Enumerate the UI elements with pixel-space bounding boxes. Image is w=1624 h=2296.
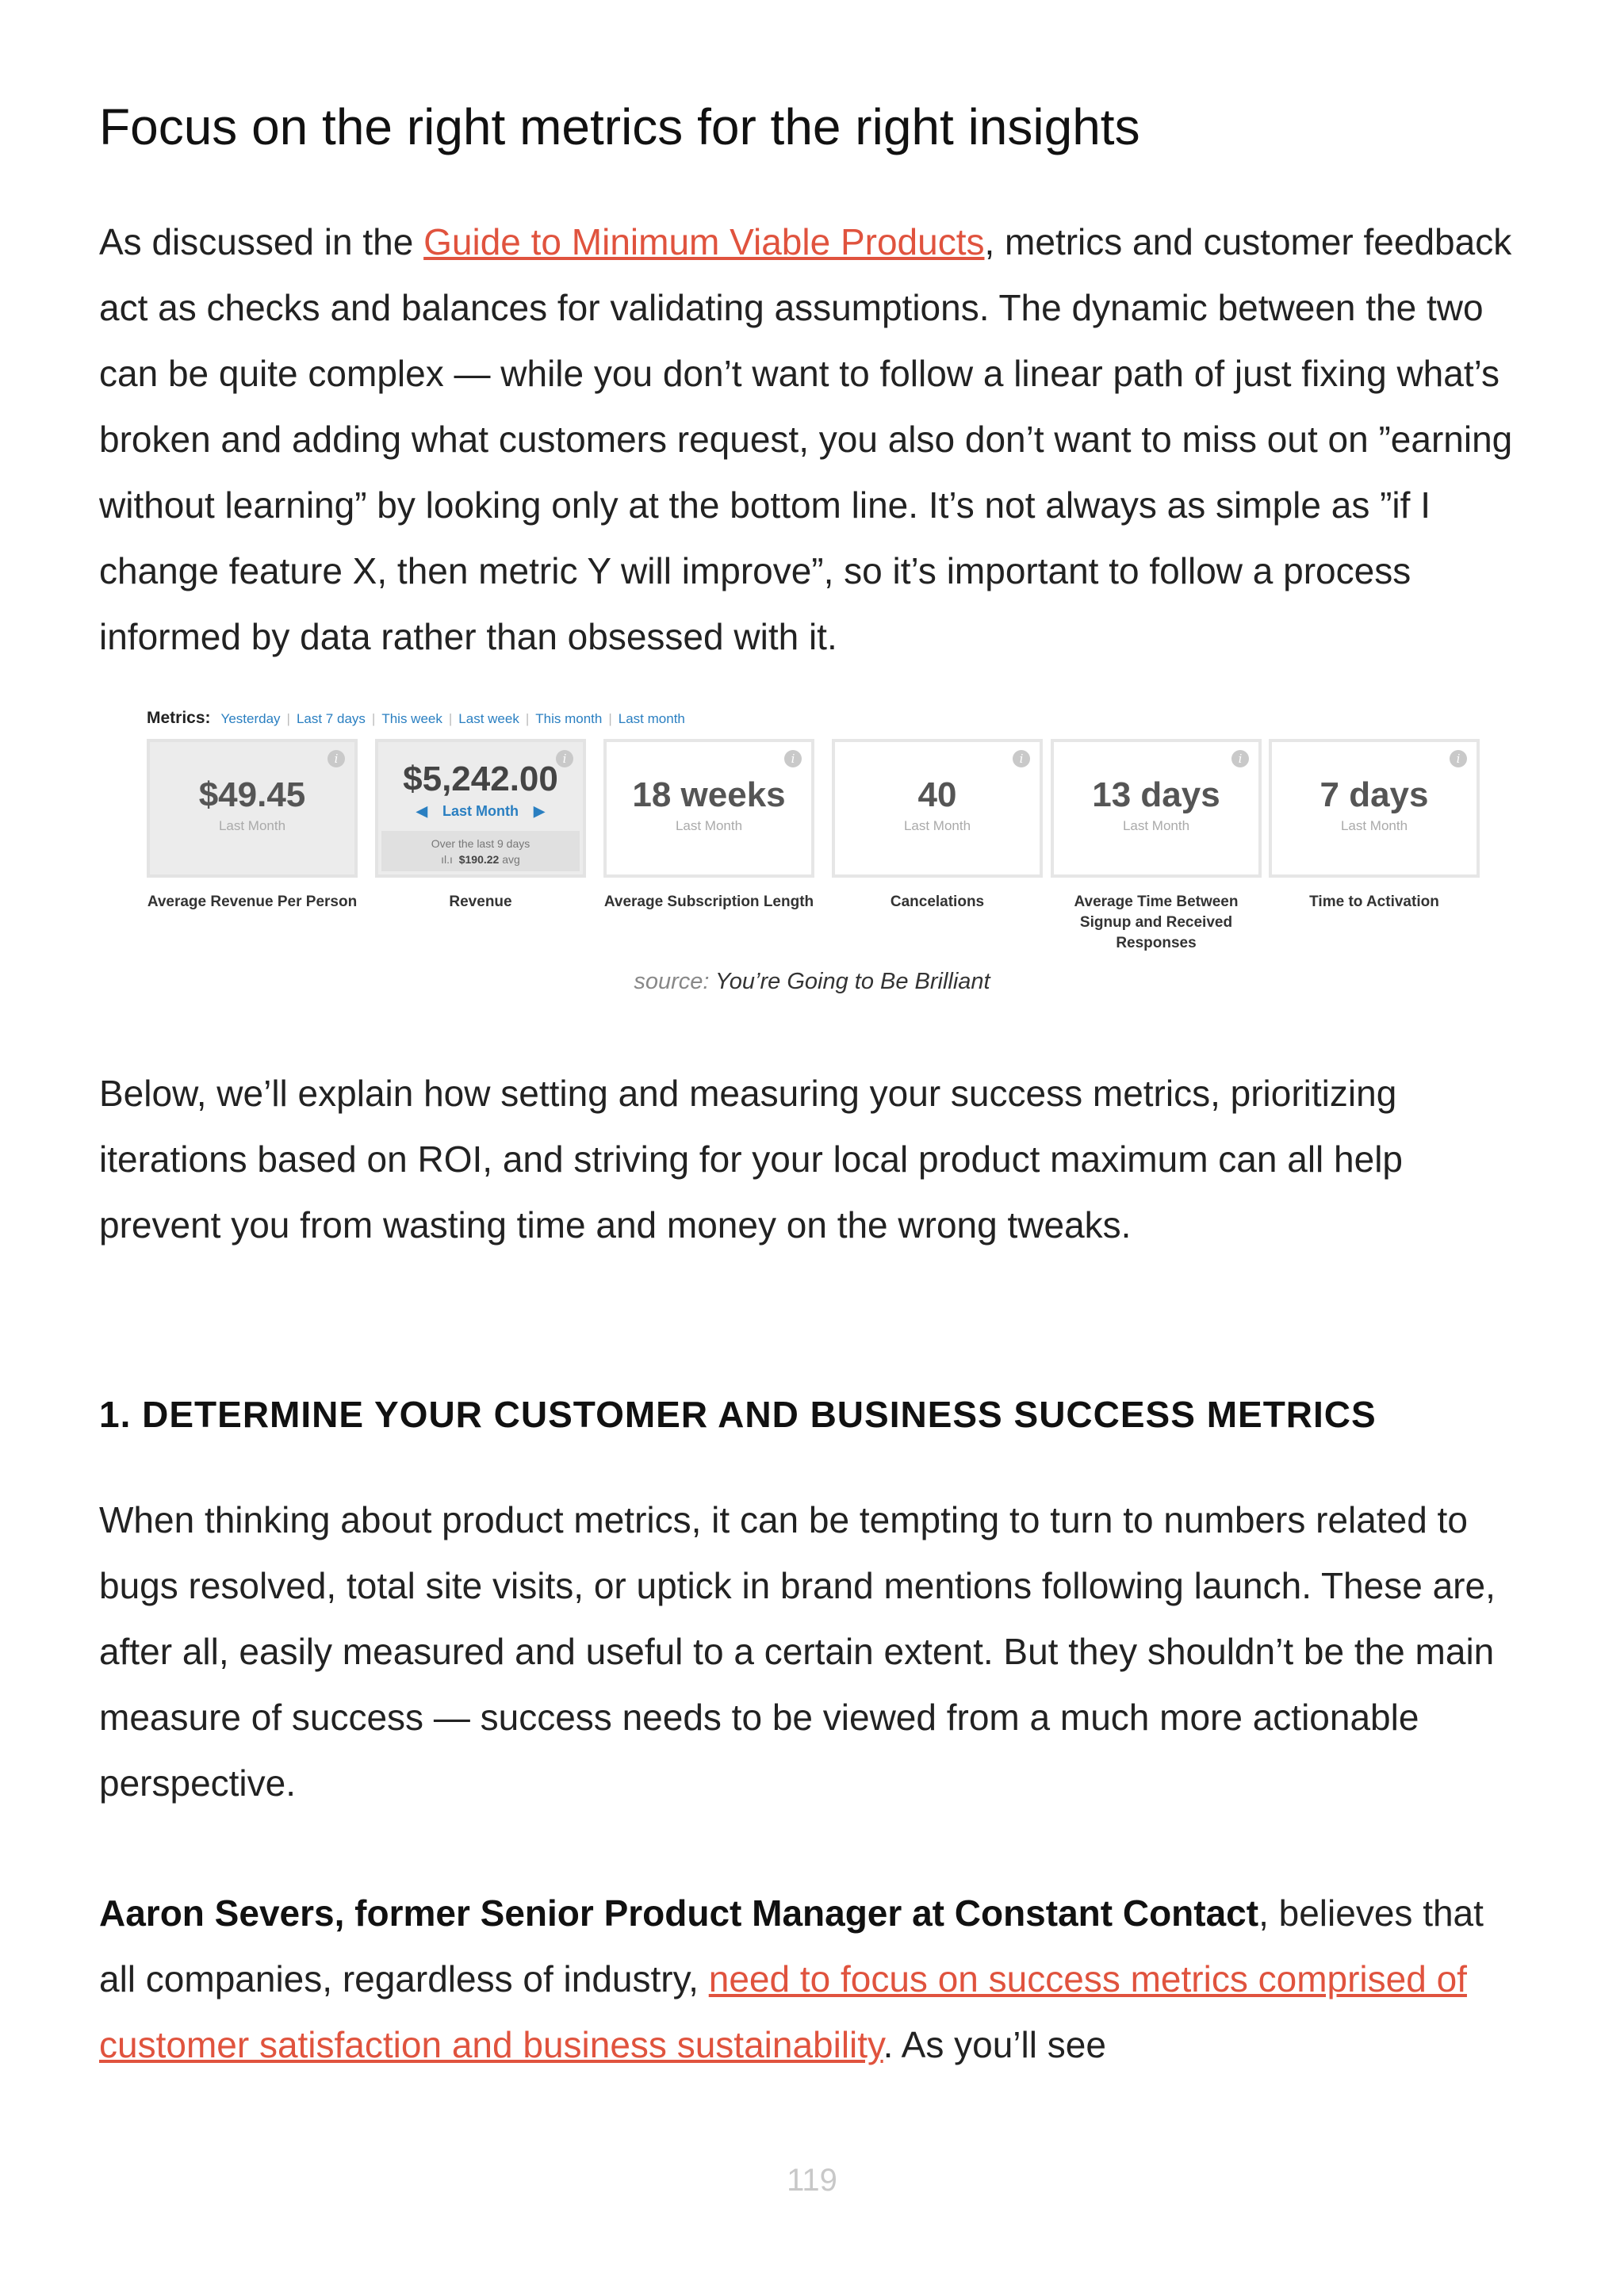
page-number: 119	[787, 2163, 837, 2198]
figure-source	[0, 969, 1624, 995]
metric-period: Last Month	[1122, 818, 1190, 833]
metric-card-subscription-length	[603, 739, 814, 878]
range-last-7-days[interactable]: Last 7 days	[296, 711, 366, 726]
info-icon[interactable]: i	[556, 750, 573, 767]
metric-caption: Revenue	[449, 894, 512, 910]
metric-card-time-to-activation	[1269, 739, 1480, 878]
quote-text: , believes that all companies, regardless of industry,	[99, 1892, 1484, 1999]
metric-caption: Cancelations	[890, 894, 985, 910]
mvp-guide-link[interactable]: Guide to Minimum Viable Products	[423, 221, 985, 262]
quote-text-end: . As you’ll see	[883, 2024, 1106, 2065]
period-navigator	[378, 802, 583, 820]
success-metrics-link[interactable]: need to focus on success metrics comprised of customer satisfaction and business sustainability	[99, 1958, 1467, 2065]
info-icon[interactable]: i	[1231, 750, 1249, 767]
sparkline-icon: ıl.ı	[441, 853, 453, 866]
section-paragraph: When thinking about product metrics, it can be tempting to turn to numbers related to bugs resolved, total site visits, or uptick in brand mentions following launch. These are, after all, easily measured and useful to a certain extent. But they shouldn’t be the main measure of success — success needs to be viewed from a much more actionable perspective.	[99, 1499, 1496, 1804]
metric-caption: Time to Activation	[1309, 894, 1439, 910]
range-this-month[interactable]: This month	[535, 711, 603, 726]
section-heading: 1. DETERMINE YOUR CUSTOMER AND BUSINESS SUCCESS METRICS	[99, 1394, 1377, 1435]
metric-value: 18 weeks	[632, 775, 786, 814]
metric-period: Last Month	[903, 818, 971, 833]
metrics-label: Metrics:	[147, 709, 211, 727]
metric-caption: Average Subscription Length	[603, 894, 814, 910]
intro-paragraph	[99, 209, 1526, 670]
revenue-summary	[381, 831, 580, 871]
metric-caption: Average Revenue Per Person	[147, 894, 358, 910]
intro-text-rest: , metrics and customer feedback act as checks and balances for validating assumptions. The dynamic between the two can be quite complex — while you don’t want to follow a linear path of just fixing what’s broken and adding what customers request, you also don’t want to miss out on ”earning without learning” by looking only at the bottom line. It’s not always as simple as ”if I change feature X, then metric Y will improve”, so it’s important to follow a process informed by data rather than obsessed with it.	[99, 221, 1513, 657]
metric-caption: Average Time Between Signup and Received Responses	[1074, 894, 1239, 951]
info-icon[interactable]: i	[1450, 750, 1467, 767]
metric-value: 7 days	[1320, 775, 1429, 814]
metric-period: Last Month	[675, 818, 743, 833]
metric-period: Last Month	[442, 803, 519, 819]
below-paragraph: Below, we’ll explain how setting and measuring your success metrics, prioritizing iterations based on ROI, and striving for your local product maximum can all help prevent you from wasting time and money on the wrong tweaks.	[99, 1073, 1404, 1246]
metric-card-time-to-response	[1051, 739, 1262, 878]
metrics-range-bar: Metrics: Yesterday | Last 7 days | This week | Last week | This month | Last month	[147, 709, 685, 727]
metric-period: Last Month	[1340, 818, 1408, 833]
intro-text-start: As discussed in the	[99, 221, 424, 262]
range-this-week[interactable]: This week	[381, 711, 442, 726]
metric-value: 13 days	[1092, 775, 1220, 814]
info-icon[interactable]: i	[1013, 750, 1030, 767]
source-label: source:	[634, 969, 710, 994]
info-icon[interactable]: i	[327, 750, 345, 767]
metric-period: Last Month	[218, 818, 286, 833]
metric-card-avg-revenue	[147, 739, 358, 878]
metric-value: $49.45	[198, 775, 306, 814]
chevron-left-icon[interactable]: ◀	[416, 803, 427, 819]
metric-value: $5,242.00	[403, 760, 558, 798]
metric-card-revenue	[375, 739, 586, 878]
metric-value: 40	[917, 775, 957, 814]
quote-paragraph	[99, 1881, 1526, 2078]
source-title: You’re Going to Be Brilliant	[715, 969, 990, 994]
page-title: Focus on the right metrics for the right insights	[99, 98, 1140, 155]
average-unit: avg	[502, 853, 520, 866]
metrics-dashboard-figure	[143, 702, 1483, 963]
info-icon[interactable]: i	[784, 750, 802, 767]
summary-range: Over the last 9 days	[431, 837, 530, 850]
chevron-right-icon[interactable]: ▶	[534, 803, 545, 819]
range-last-month[interactable]: Last month	[618, 711, 685, 726]
range-last-week[interactable]: Last week	[458, 711, 519, 726]
metric-card-cancelations	[832, 739, 1043, 878]
range-yesterday[interactable]: Yesterday	[220, 711, 281, 726]
average-value: $190.22	[458, 853, 500, 866]
person-name: Aaron Severs, former Senior Product Manager at Constant Contact	[99, 1892, 1259, 1934]
